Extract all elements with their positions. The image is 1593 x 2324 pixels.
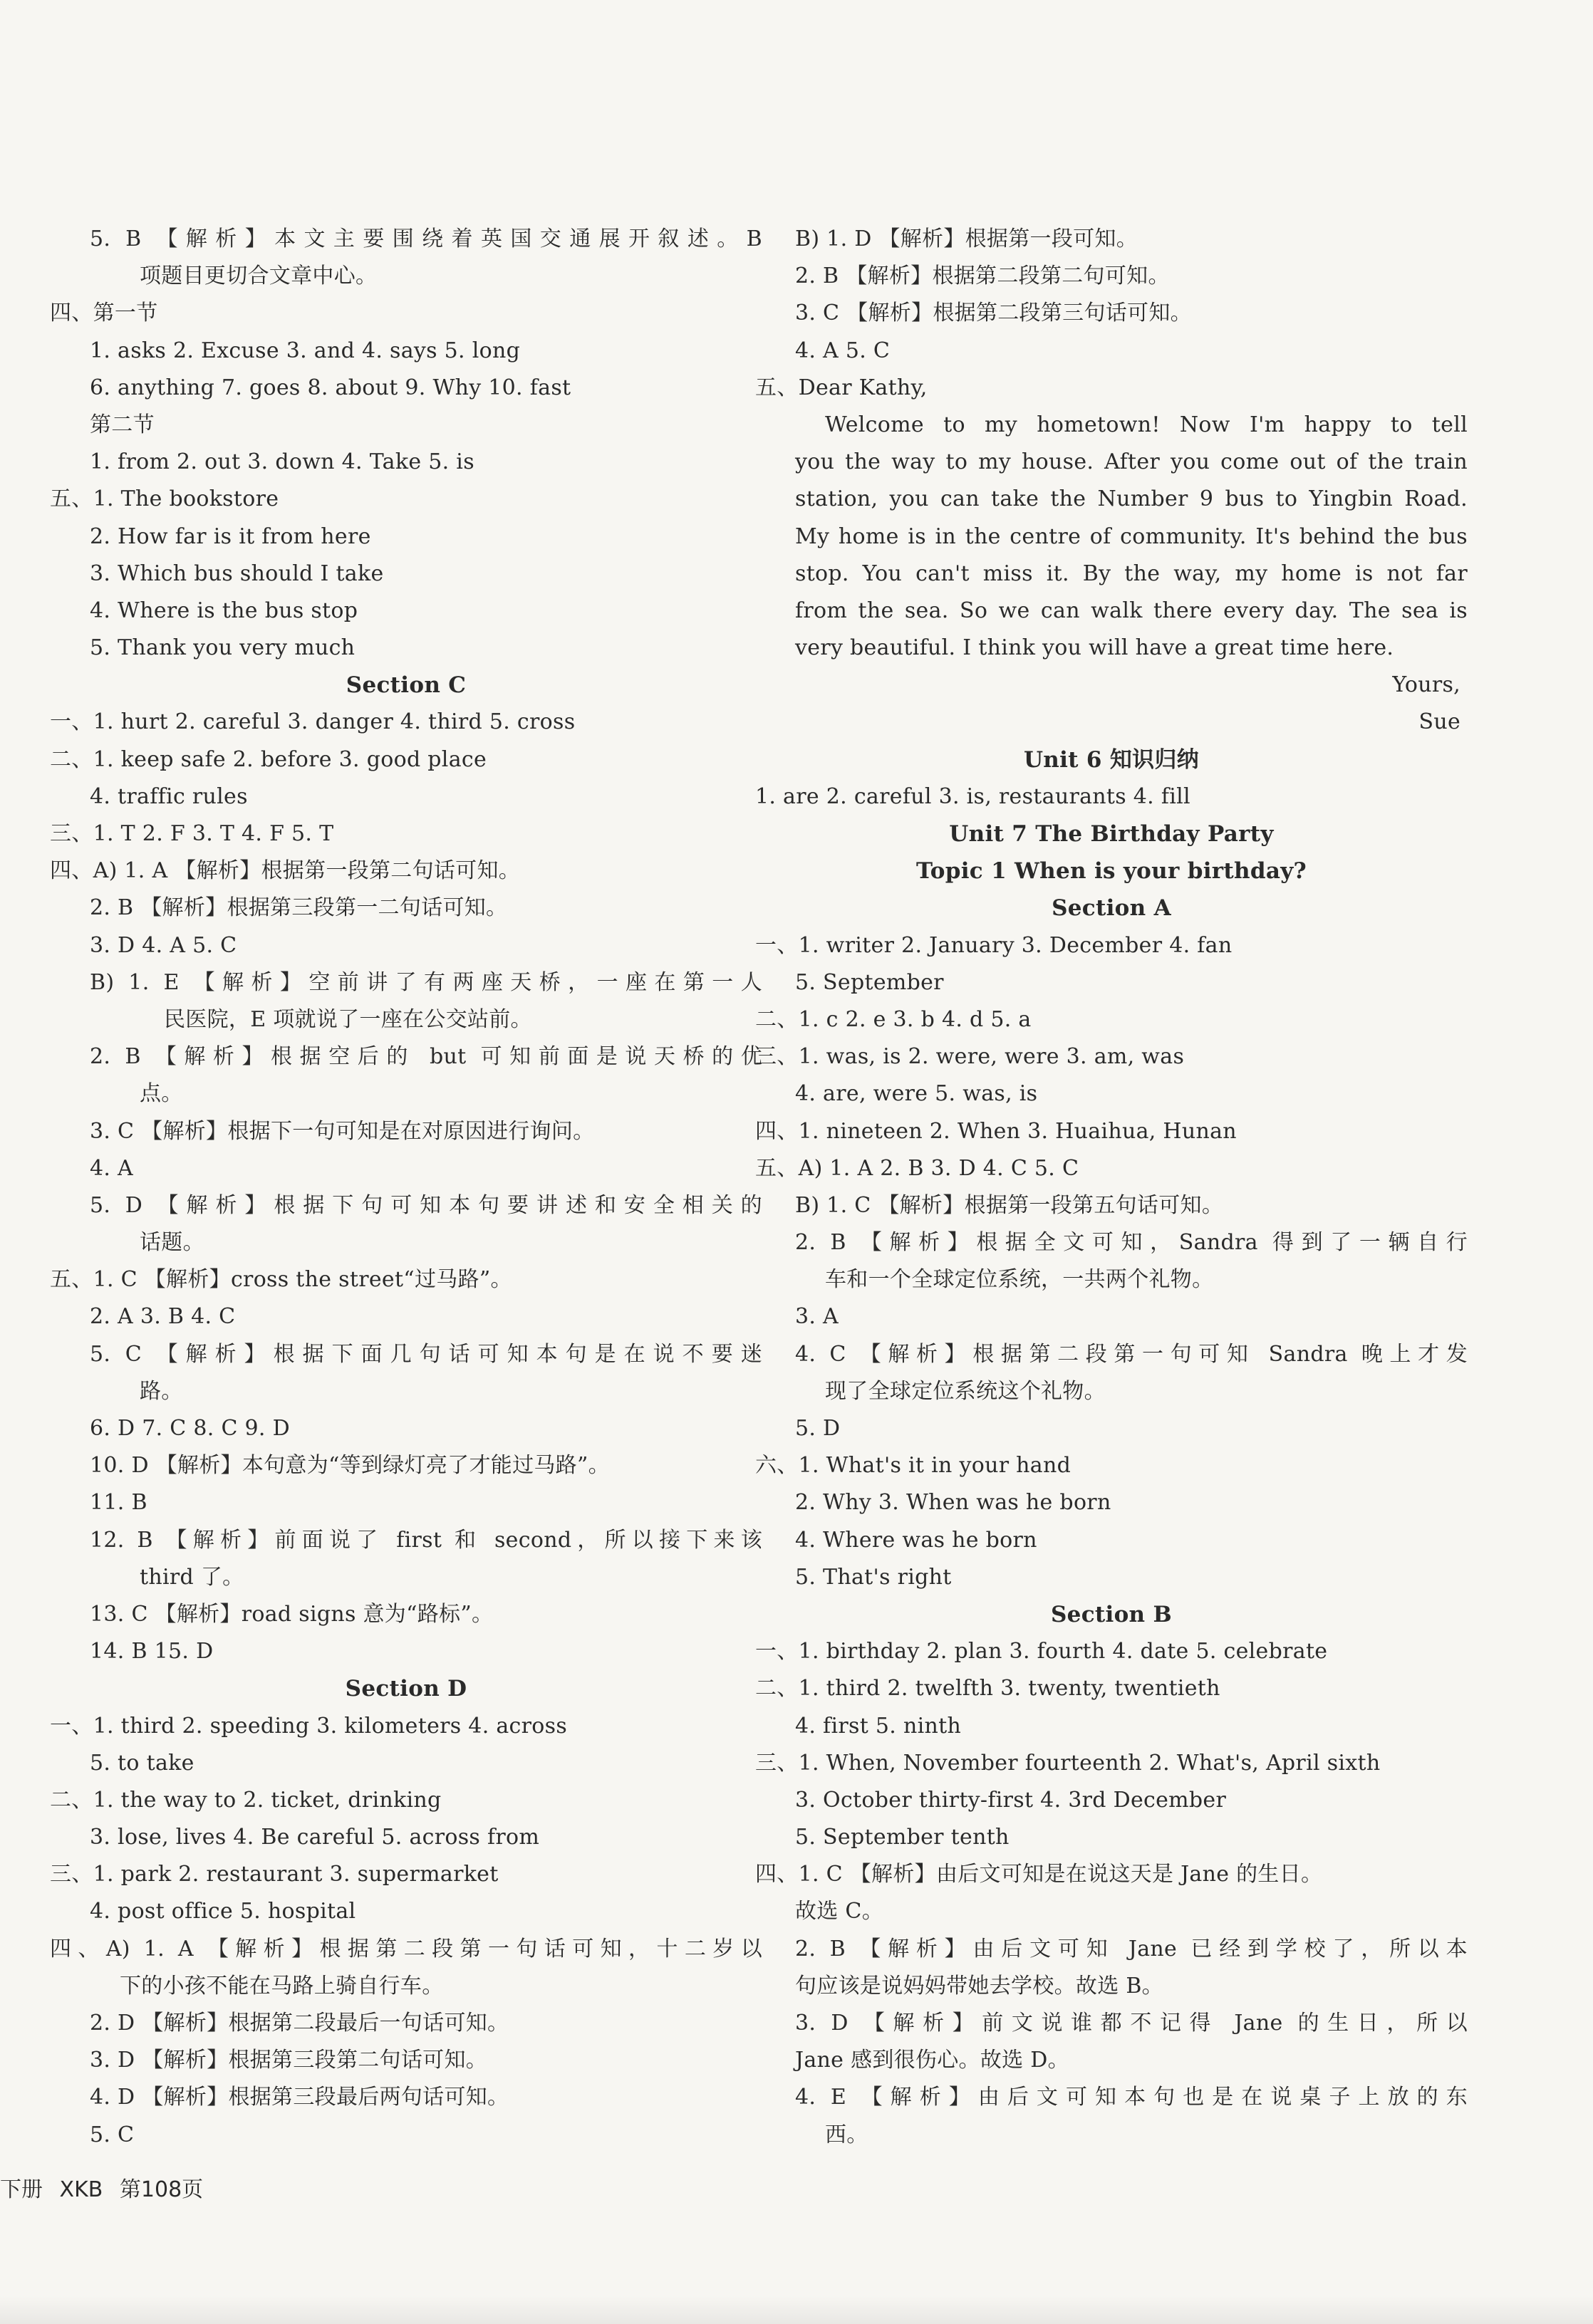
answer-line: 四、A) 1. A 【解析】根据第一段第二句话可知。 — [50, 858, 521, 884]
section-heading: Section C — [346, 672, 467, 699]
answer-line: 四、1. nineteen 2. When 3. Huaihua, Hunan — [755, 1118, 1237, 1144]
answer-line: 5. D — [795, 1416, 841, 1441]
answer-line: 民医院，E 项就说了一座在公交站前。 — [164, 1006, 532, 1032]
answer-line: 句应该是说妈妈带她去学校。故选 B。 — [795, 1973, 1163, 1999]
answer-line: 11. B — [90, 1490, 147, 1516]
answer-line: 2. B 【解析】根据空后的 but 可知前面是说天桥的优 — [90, 1044, 762, 1070]
letter-signoff: Sue — [1418, 709, 1460, 735]
answer-line: 2. B 【解析】由后文可知 Jane 已经到学校了，所以本 — [795, 1936, 1468, 1961]
answer-line: 五、1. The bookstore — [50, 486, 279, 512]
answer-line: 4. C 【解析】根据第二段第一句可知 Sandra 晚上才发 — [795, 1341, 1468, 1367]
answer-line: 12. B 【解析】前面说了 first 和 second，所以接下来该 — [90, 1527, 762, 1553]
answer-line: 4. post office 5. hospital — [90, 1899, 356, 1924]
answer-line: 14. B 15. D — [90, 1639, 214, 1664]
answer-line: 2. D 【解析】根据第二段最后一句话可知。 — [90, 2011, 509, 2036]
answer-line: 四、A) 1. A 【解析】根据第二段第一句话可知，十二岁以 — [50, 1936, 762, 1961]
right-column — [755, 221, 1468, 2154]
answer-line: 4. traffic rules — [90, 783, 248, 809]
answer-line: 下的小孩不能在马路上骑自行车。 — [120, 1973, 444, 1999]
section-heading: Topic 1 When is your birthday? — [915, 858, 1307, 885]
answer-line: 3. October thirty-first 4. 3rd December — [795, 1787, 1227, 1813]
answer-line: 4. are, were 5. was, is — [795, 1081, 1038, 1107]
answer-line: 3. D 【解析】前文说谁都不记得 Jane 的生日，所以 — [795, 2011, 1468, 2036]
answer-line: 五、1. C 【解析】cross the street“过马路”。 — [50, 1267, 512, 1293]
answer-line: 点。 — [140, 1081, 183, 1107]
answer-line: 4. first 5. ninth — [795, 1713, 962, 1739]
answer-line: 3. A — [795, 1304, 839, 1330]
answer-line: 3. C 【解析】根据下一句可知是在对原因进行询问。 — [90, 1118, 595, 1144]
answer-line: 5. D 【解析】根据下句可知本句要讲述和安全相关的 — [90, 1192, 762, 1218]
answer-line: 2. How far is it from here — [90, 523, 371, 549]
answer-line: 4. Where is the bus stop — [90, 598, 358, 623]
answer-line: 2. B 【解析】根据第三段第一二句话可知。 — [90, 895, 508, 921]
answer-line: My home is in the centre of community. It's behind the bus — [795, 523, 1468, 549]
answer-line: from the sea. So we can walk there every day. The sea is — [795, 598, 1468, 623]
answer-line: 故选 C。 — [795, 1899, 883, 1924]
footer-volume: 下册 — [0, 2177, 43, 2202]
answer-line: 五、A) 1. A 2. B 3. D 4. C 5. C — [755, 1155, 1079, 1181]
answer-line: B) 1. E 【解析】空前讲了有两座天桥，一座在第一人 — [90, 969, 762, 995]
answer-line: 四、第一节 — [50, 301, 158, 326]
answer-line: 一、1. hurt 2. careful 3. danger 4. third 5. cross — [50, 709, 576, 735]
answer-line: 二、1. c 2. e 3. b 4. d 5. a — [755, 1006, 1032, 1032]
answer-line: 3. lose, lives 4. Be careful 5. across from — [90, 1825, 540, 1850]
answer-line: 5. September — [795, 969, 944, 995]
letter-signoff: Yours, — [1392, 672, 1460, 698]
left-column — [50, 221, 762, 2154]
answer-line: 5. C — [90, 2122, 135, 2147]
answer-line: very beautiful. I think you will have a great time here. — [795, 635, 1394, 661]
answer-line: 6. D 7. C 8. C 9. D — [90, 1416, 290, 1441]
answer-line: 4. Where was he born — [795, 1527, 1037, 1553]
answer-line: 二、1. the way to 2. ticket, drinking — [50, 1787, 442, 1813]
page-edge-shadow — [0, 2296, 1593, 2324]
answer-line: 一、1. third 2. speeding 3. kilometers 4. across — [50, 1713, 568, 1739]
answer-line: B) 1. C 【解析】根据第一段第五句话可知。 — [795, 1192, 1224, 1218]
answer-line: 二、1. keep safe 2. before 3. good place — [50, 746, 487, 772]
answer-line: 4. E 【解析】由后文可知本句也是在说桌子上放的东 — [795, 2085, 1468, 2110]
page-footer — [0, 2172, 213, 2208]
answer-line: 2. B 【解析】根据全文可知，Sandra 得到了一辆自行 — [795, 1230, 1468, 1256]
footer-page-number: 第108页 — [119, 2177, 204, 2202]
answer-line: 3. D 4. A 5. C — [90, 932, 237, 958]
answer-line: 四、1. C 【解析】由后文可知是在说这天是 Jane 的生日。 — [755, 1862, 1323, 1887]
answer-line: 1. asks 2. Excuse 3. and 4. says 5. long — [90, 338, 521, 363]
answer-line: 5. That's right — [795, 1564, 952, 1590]
answer-line: station, you can take the Number 9 bus to Yingbin Road. — [795, 486, 1468, 512]
answer-line: 6. anything 7. goes 8. about 9. Why 10. fast — [90, 375, 571, 400]
answer-line: 2. B 【解析】根据第二段第二句可知。 — [795, 264, 1170, 289]
answer-line: 一、1. birthday 2. plan 3. fourth 4. date 5. celebrate — [755, 1639, 1328, 1664]
answer-line: 车和一个全球定位系统，一共两个礼物。 — [825, 1267, 1214, 1293]
answer-line: 4. A — [90, 1155, 134, 1181]
answer-line: 三、1. When, November fourteenth 2. What's, April sixth — [755, 1750, 1381, 1776]
answer-line: 第二节 — [90, 412, 155, 437]
section-heading: Section D — [345, 1676, 467, 1702]
answer-line: B) 1. D 【解析】根据第一段可知。 — [795, 226, 1138, 251]
answer-line: 路。 — [140, 1378, 183, 1404]
answer-line: 5. to take — [90, 1750, 194, 1776]
answer-line: 3. D 【解析】根据第三段第二句话可知。 — [90, 2048, 488, 2073]
answer-line: 5. C 【解析】根据下面几句话可知本句是在说不要迷 — [90, 1341, 762, 1367]
answer-line: 一、1. writer 2. January 3. December 4. fan — [755, 932, 1233, 958]
answer-line: 三、1. was, is 2. were, were 3. am, was — [755, 1044, 1185, 1070]
answer-line: 2. A 3. B 4. C — [90, 1304, 236, 1330]
answer-line: 5. B 【解析】本文主要围绕着英国交通展开叙述。B — [90, 226, 762, 251]
answer-line: 5. September tenth — [795, 1825, 1010, 1850]
answer-line: 1. from 2. out 3. down 4. Take 5. is — [90, 449, 474, 475]
answer-line: 4. A 5. C — [795, 338, 891, 363]
footer-edition: XKB — [59, 2177, 103, 2202]
answer-line: 三、1. park 2. restaurant 3. supermarket — [50, 1862, 499, 1887]
answer-line: 2. Why 3. When was he born — [795, 1490, 1111, 1516]
section-heading: Unit 7 The Birthday Party — [949, 821, 1274, 847]
answer-line: 1. are 2. careful 3. is, restaurants 4. fill — [755, 783, 1190, 809]
answer-line: 现了全球定位系统这个礼物。 — [825, 1378, 1106, 1404]
answer-line: 二、1. third 2. twelfth 3. twenty, twentieth — [755, 1676, 1220, 1702]
answer-line: 3. C 【解析】根据第二段第三句话可知。 — [795, 301, 1192, 326]
section-heading: Section A — [1052, 895, 1171, 922]
section-heading: Unit 6 知识归纳 — [1023, 746, 1200, 773]
answer-line: 13. C 【解析】road signs 意为“路标”。 — [90, 1601, 494, 1627]
answer-line: 4. D 【解析】根据第三段最后两句话可知。 — [90, 2085, 509, 2110]
section-heading: Section B — [1051, 1601, 1172, 1627]
answer-line: Welcome to my hometown! Now I'm happy to tell — [825, 412, 1468, 437]
answer-line: stop. You can't miss it. By the way, my home is not far — [795, 561, 1468, 586]
answer-line: 3. Which bus should I take — [90, 561, 384, 586]
answer-line: 5. Thank you very much — [90, 635, 356, 661]
answer-line: 三、1. T 2. F 3. T 4. F 5. T — [50, 821, 334, 846]
answer-line: 五、Dear Kathy, — [755, 375, 928, 400]
answer-line: 六、1. What's it in your hand — [755, 1453, 1071, 1479]
answer-line: 西。 — [825, 2122, 868, 2147]
answer-line: 10. D 【解析】本句意为“等到绿灯亮了才能过马路”。 — [90, 1453, 610, 1479]
answer-line: Jane 感到很伤心。故选 D。 — [795, 2048, 1069, 2073]
answer-line: third 了。 — [140, 1564, 244, 1590]
answer-line: 项题目更切合文章中心。 — [140, 264, 378, 289]
answer-line: you the way to my house. After you come out of the train — [795, 449, 1468, 475]
answer-line: 话题。 — [140, 1230, 204, 1256]
